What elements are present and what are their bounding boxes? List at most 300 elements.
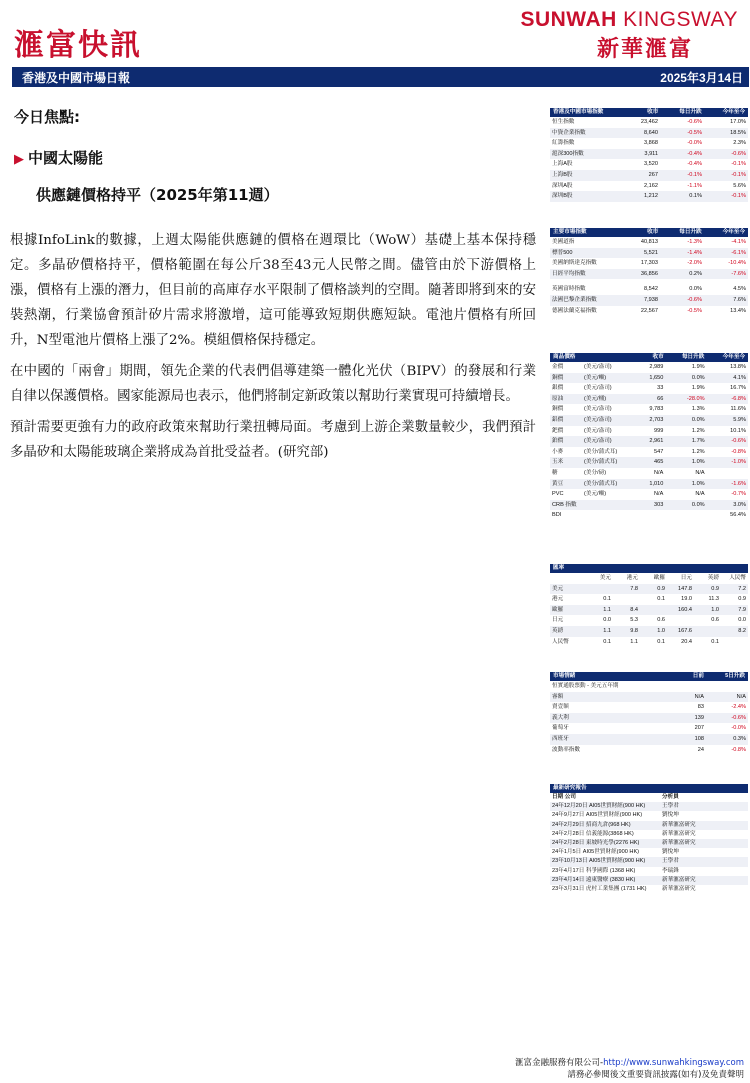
table-cell: 24年2月29日 招商九倉(968 HK) — [552, 821, 631, 828]
table-cell: 1.2% — [691, 448, 705, 455]
table-cell: -4.1% — [731, 239, 746, 245]
footer-company-line — [515, 1057, 744, 1069]
table-cell: 5.6% — [733, 182, 746, 189]
table-row — [550, 811, 748, 820]
commodity-table — [550, 353, 748, 521]
paragraph-3: 預計需要更強有力的政府政策來幫助行業扭轉局面。考慮到上游企業數量較少，我們預計多晶矽和太陽能玻璃企業將成為首批受益者。(研究部) — [10, 420, 536, 460]
header-cell: 匯率 — [553, 565, 565, 571]
research-history-table — [550, 784, 748, 894]
table-cell — [584, 510, 622, 521]
table-cell: 4.1% — [733, 374, 746, 381]
table-cell: 美元 — [552, 585, 564, 592]
article-body — [10, 228, 536, 471]
table-cell: 1.9% — [691, 364, 705, 370]
table-cell: 465 — [653, 459, 664, 466]
table-cell: 5,521 — [644, 249, 658, 256]
table-cell: 207 — [694, 725, 704, 732]
topic-text: 中國太陽能 — [28, 149, 104, 167]
table-cell: (美元/盎司) — [584, 416, 612, 423]
table-cell: 糖 — [552, 469, 558, 476]
table-cell: 睿額 — [552, 693, 564, 700]
table-cell: 標普500 — [552, 249, 573, 256]
table-cell: 中資企業指數 — [552, 129, 586, 136]
table-cell: 3,911 — [644, 150, 658, 157]
table-row — [550, 284, 748, 295]
header-cell: 分析員 — [662, 794, 679, 800]
table-cell: 0.1 — [711, 638, 719, 645]
table-row — [550, 802, 748, 811]
table-row — [550, 362, 748, 373]
table-cell: 2,989 — [649, 364, 664, 370]
table-cell: -0.6% — [731, 438, 746, 445]
table-row — [550, 170, 748, 181]
table-cell: 10.1% — [730, 427, 746, 434]
table-cell: 1.3% — [691, 406, 705, 413]
table-row — [550, 295, 748, 306]
table-cell: 0.0% — [691, 416, 705, 423]
table-cell: -0.4% — [687, 161, 702, 168]
header-cell: 主要市場指數 — [553, 229, 587, 235]
table-cell: -6.1% — [731, 249, 746, 256]
table-cell — [704, 681, 746, 692]
table-cell: 18.5% — [730, 129, 746, 136]
header-cell: 港元 — [626, 575, 638, 581]
header-cell: 今年至今 — [722, 354, 746, 360]
table-cell: BDI — [552, 512, 562, 519]
table-cell: 0.3% — [733, 735, 746, 742]
table-row — [550, 876, 748, 885]
table-cell: -2.0% — [687, 260, 702, 267]
table-cell: -1.1% — [687, 182, 702, 189]
table-cell: 玉米 — [552, 459, 564, 466]
table-row — [550, 637, 748, 648]
table-cell: 22,567 — [640, 307, 658, 314]
table-cell: -0.1% — [731, 171, 746, 178]
table-cell: 1.0 — [657, 627, 665, 634]
topic-heading — [14, 147, 103, 168]
header-cell: 每日升跌 — [681, 354, 705, 360]
table-cell: -28.0% — [686, 395, 705, 402]
table-cell: 24年2月28日 信義能源(3868 HK) — [552, 830, 634, 837]
table-cell: 23年3月31日 虎村工業集團 (1731 HK) — [552, 885, 647, 892]
table-cell: 1.7% — [691, 438, 705, 445]
table-cell: 0.1% — [689, 193, 702, 200]
table-row — [550, 584, 748, 595]
table-cell: 23年10月13日 AI05世貿財經(900 HK) — [552, 858, 646, 865]
table-cell: N/A — [695, 469, 705, 476]
table-cell: (美元/盎司) — [584, 438, 612, 445]
table-cell: -0.1% — [687, 171, 702, 178]
table-row — [550, 181, 748, 192]
table-cell: 0.0% — [691, 501, 705, 508]
header-bar — [12, 67, 749, 87]
header-cell: 日前 — [692, 673, 704, 679]
table-cell — [705, 468, 746, 479]
table-cell: 7.2 — [738, 585, 746, 592]
table-cell: 8.2 — [738, 627, 746, 634]
table-cell: -0.1% — [731, 193, 746, 200]
header-cell: 英鎊 — [707, 575, 719, 581]
table-cell — [584, 500, 622, 511]
header-cell: 今年至今 — [722, 229, 745, 235]
table-row — [550, 793, 748, 802]
table-row — [550, 457, 748, 468]
table-cell: 17.0% — [730, 119, 746, 125]
table-cell: N/A — [694, 693, 704, 700]
logo-english — [508, 8, 738, 32]
table-cell: 葡萄牙 — [552, 725, 569, 732]
header-cell: 5日升跌 — [725, 673, 745, 679]
table-cell: -1.6% — [731, 480, 746, 487]
header-cell: 人民幣 — [729, 575, 746, 581]
table-cell: 23年4月17日 科爭國際 (1368 HK) — [552, 867, 636, 874]
table-cell — [622, 510, 663, 521]
table-cell: 上海B股 — [552, 171, 573, 178]
table-cell: 0.0% — [691, 374, 705, 381]
table-cell: 0.9 — [738, 596, 746, 603]
header-cell: 收市 — [652, 354, 664, 360]
table-cell: 義大利 — [552, 714, 569, 721]
hk-index-table — [550, 108, 748, 202]
table-cell: 新華滙富研究 — [662, 839, 696, 846]
table-cell: 鈀價 — [552, 427, 564, 434]
table-cell: 波動率指數 — [552, 746, 580, 753]
table-cell — [665, 615, 692, 626]
table-cell: 新華滙富研究 — [662, 876, 696, 883]
table-row — [550, 885, 748, 894]
header-cell: 歐羅 — [653, 575, 665, 581]
table-row — [550, 489, 748, 500]
table-cell: -1.0% — [731, 459, 746, 466]
table-cell: 23年4月14日 遠東醫療 (3830 HK) — [552, 876, 636, 883]
table-row — [550, 248, 748, 259]
table-cell: -0.6% — [731, 150, 746, 157]
table-cell: 劉悅坤 — [662, 849, 679, 856]
table-row — [550, 394, 748, 405]
table-cell: -10.4% — [728, 260, 746, 267]
table-cell: 2,703 — [649, 416, 664, 423]
table-cell: 西班牙 — [552, 735, 569, 742]
table-cell: 日元 — [552, 617, 564, 624]
table-cell: 李瑞鋒 — [662, 867, 679, 874]
table-cell: 7.8 — [630, 585, 638, 592]
header-cell: 商品價格 — [553, 354, 576, 360]
paragraph-2: 在中國的「兩會」期間，領先企業的代表們倡導建築一體化光伏（BIPV）的發展和行業自律以保護價格。國家能源局也表示，他們將制定新政策以幫助行業實現可持續增長。 — [10, 364, 536, 404]
table-cell: 9.8 — [630, 627, 638, 634]
table-cell: 金價 — [552, 364, 564, 370]
table-row — [550, 447, 748, 458]
table-cell: 德國法蘭克福指數 — [552, 307, 597, 314]
footer-url-link[interactable]: http://www.sunwahkingsway.com — [603, 1058, 744, 1068]
fx-table — [550, 564, 748, 647]
logo-chinese: 新華滙富 — [596, 36, 693, 62]
header-cell: 市場情緒 — [553, 673, 576, 679]
table-row — [550, 128, 748, 139]
table-cell — [662, 681, 704, 692]
table-cell: -0.6% — [731, 714, 746, 721]
table-cell: (美分/蒲式耳) — [584, 459, 618, 466]
table-row — [550, 468, 748, 479]
table-cell: 24 — [697, 746, 704, 753]
table-cell: 3,520 — [644, 161, 658, 168]
table-cell: N/A — [695, 491, 705, 498]
table-row — [550, 159, 748, 170]
table-cell: 1.1 — [630, 638, 638, 645]
table-row — [550, 702, 748, 713]
table-cell: 139 — [694, 714, 704, 721]
table-row — [550, 681, 748, 692]
table-row — [550, 383, 748, 394]
table-cell: 0.9 — [657, 585, 665, 592]
section-header — [550, 228, 748, 237]
table-cell: (美元/盎司) — [584, 364, 612, 370]
table-cell: 5.3 — [630, 617, 638, 624]
table-cell: 鋁價 — [552, 416, 564, 423]
table-row — [550, 404, 748, 415]
table-cell: 66 — [657, 395, 664, 402]
table-cell: -0.7% — [731, 491, 746, 498]
section-header — [550, 672, 748, 681]
table-row — [550, 713, 748, 724]
table-cell: 167.6 — [678, 627, 692, 634]
table-row — [550, 734, 748, 745]
table-cell: (美元/盎司) — [584, 406, 612, 413]
table-cell: -0.6% — [687, 296, 702, 303]
table-cell: N/A — [736, 693, 746, 700]
table-cell: 11.3 — [708, 596, 719, 603]
table-cell: -0.5% — [687, 307, 702, 314]
table-row — [550, 258, 748, 269]
table-row — [550, 857, 748, 866]
table-cell: 5.9% — [733, 416, 746, 423]
table-cell: 24年2月28日 東坡時光學(2276 HK) — [552, 839, 640, 846]
table-row — [550, 500, 748, 511]
table-cell: 9,783 — [649, 406, 664, 413]
table-cell: 英國富時指數 — [552, 286, 586, 293]
table-cell: 英鎊 — [552, 627, 564, 634]
table-cell: 0.0 — [738, 617, 746, 624]
table-cell: N/A — [654, 491, 664, 498]
table-cell: 547 — [653, 448, 664, 455]
table-cell — [663, 510, 704, 521]
table-cell: (美元/盎司) — [584, 385, 612, 392]
table-row — [550, 723, 748, 734]
table-cell: 56.4% — [730, 512, 746, 519]
table-cell: (美元/噸) — [584, 491, 607, 498]
table-row — [550, 269, 748, 280]
table-cell: 鉑價 — [552, 438, 564, 445]
footer-disclaimer: 請務必參閱後文重要資訊披露(如有)及免責聲明 — [567, 1070, 744, 1080]
table-cell: 23,462 — [640, 119, 658, 125]
sunwah-kingsway-logo — [508, 8, 738, 63]
table-cell: -1.3% — [687, 239, 702, 245]
table-cell: 40,813 — [640, 239, 658, 245]
report-type: 香港及中國市場日報 — [22, 71, 131, 85]
table-cell — [611, 594, 638, 605]
table-cell: 11.6% — [730, 406, 746, 413]
table-cell: -0.5% — [687, 129, 702, 136]
table-cell: 13.8% — [730, 364, 746, 370]
table-cell: 小麥 — [552, 448, 564, 455]
table-row — [550, 138, 748, 149]
table-cell: 銅價 — [552, 406, 564, 413]
footer — [515, 1057, 744, 1081]
table-row — [550, 745, 748, 756]
table-cell: 人民幣 — [552, 638, 569, 645]
table-cell: 1,212 — [644, 193, 658, 200]
table-cell: 160.4 — [678, 606, 692, 613]
table-cell: -0.4% — [687, 150, 702, 157]
header-cell: 今年至今 — [722, 109, 745, 115]
table-row — [550, 373, 748, 384]
table-cell: 17,303 — [640, 260, 658, 267]
table-cell: 8.4 — [630, 606, 638, 613]
table-cell: 999 — [653, 427, 664, 434]
table-cell: 0.1 — [603, 596, 611, 603]
table-cell: 歐羅 — [552, 606, 564, 613]
table-cell: 8,640 — [644, 129, 658, 136]
table-row — [550, 479, 748, 490]
table-cell: 4.5% — [733, 286, 746, 293]
table-cell: 303 — [653, 501, 664, 508]
table-cell: 19.0 — [681, 596, 692, 603]
table-row — [550, 867, 748, 876]
table-row — [550, 191, 748, 202]
table-cell: 1.0% — [691, 480, 705, 487]
table-row — [550, 848, 748, 857]
table-cell: 法國巴黎企業指數 — [552, 296, 597, 303]
table-cell: (美分/蒲式耳) — [584, 480, 618, 487]
table-cell: 1.0 — [711, 606, 719, 613]
table-cell — [638, 605, 665, 616]
table-cell: 劉悅坤 — [662, 812, 679, 819]
table-cell: 16.7% — [730, 385, 746, 392]
header-cell: 美元 — [599, 575, 611, 581]
table-cell: -0.0% — [687, 140, 702, 147]
table-row — [550, 830, 748, 839]
table-cell: 深圳A股 — [552, 182, 573, 189]
table-cell: 7.6% — [733, 296, 746, 303]
table-cell: 1.1 — [603, 627, 611, 634]
table-cell: -0.1% — [731, 161, 746, 168]
table-row — [550, 426, 748, 437]
table-cell: 3,868 — [644, 140, 658, 147]
table-cell: PVC — [552, 491, 564, 498]
table-cell: -6.8% — [731, 395, 746, 402]
header-cell — [552, 573, 584, 584]
table-cell: 24年12月20日 AI05世貿財經(900 HK) — [552, 803, 646, 810]
table-cell: 深圳B股 — [552, 193, 573, 200]
table-cell — [719, 637, 746, 648]
table-cell: (美元/噸) — [584, 374, 607, 381]
table-cell: N/A — [654, 469, 664, 476]
table-cell: 83 — [697, 704, 704, 711]
table-cell: 0.6 — [657, 617, 665, 624]
table-cell — [584, 584, 611, 595]
table-cell: 2,162 — [644, 182, 658, 189]
table-cell: -2.4% — [731, 704, 746, 711]
table-cell: -0.8% — [731, 746, 746, 753]
header-cell: 最新研究報告 — [553, 785, 587, 791]
table-cell: 13.4% — [730, 307, 746, 314]
table-row — [550, 594, 748, 605]
logo-en-bold: SUNWAH — [520, 8, 617, 31]
subtopic-heading: 供應鏈價格持平（2025年第11週） — [36, 186, 279, 204]
table-cell: 147.8 — [678, 585, 692, 592]
table-cell: 恒生指數 — [552, 119, 575, 125]
focus-title: 今日焦點: — [14, 108, 80, 126]
paragraph-1: 根據InfoLink的數據，上週太陽能供應鏈的價格在週環比（WoW）基礎上基本保持穩定。多晶矽價格持平，價格範圍在每公斤38至43元人民幣之間。儘管由於下游價格上漲，價格有上漲的潛力，但目前的高庫存水平限制了價格談判的空間。隨著即將到來的安裝熱潮，行業協會預計矽片需求將激增，這可能導致短期供應短缺。電池片價格有所回升，N型電池片價格上漲了2%。模組價格保持穩定。 — [10, 233, 536, 348]
table-cell: 36,856 — [640, 270, 658, 277]
footer-company: 滙富金融服務有限公司- — [515, 1058, 604, 1068]
table-row — [550, 306, 748, 317]
table-cell: 紅籌指數 — [552, 140, 575, 147]
table-cell: 新華滙富研究 — [662, 830, 696, 837]
table-cell: -0.0% — [731, 725, 746, 732]
table-row — [550, 821, 748, 830]
table-cell: 24年1月5日 AI05世貿財經(900 HK) — [552, 849, 640, 856]
table-cell: (美分/蒲式耳) — [584, 448, 618, 455]
section-header — [550, 353, 748, 362]
table-cell: 267 — [648, 171, 658, 178]
table-cell: 美國納斯達克指數 — [552, 260, 597, 267]
table-cell: (美分/磅) — [584, 469, 607, 476]
table-row — [550, 436, 748, 447]
logo-en-light: KINGSWAY — [623, 8, 738, 31]
table-cell: 原油 — [552, 395, 564, 402]
table-cell: 銀價 — [552, 385, 564, 392]
table-cell: 0.1 — [603, 638, 611, 645]
table-cell: 黃豆 — [552, 480, 564, 487]
table-cell: 24年9月27日 AI05世貿財經(900 HK) — [552, 812, 643, 819]
table-cell: (美元/桶) — [584, 395, 607, 402]
report-date: 2025年3月14日 — [660, 71, 743, 85]
table-cell: 1.1 — [603, 606, 611, 613]
table-cell: 賣壹額 — [552, 704, 569, 711]
table-cell: 1,650 — [649, 374, 664, 381]
table-cell: 0.9 — [711, 585, 719, 592]
table-cell: 0.0% — [689, 286, 702, 293]
table-cell: 1.0% — [691, 459, 705, 466]
table-cell: -0.6% — [687, 119, 702, 125]
table-cell: 20.4 — [681, 638, 692, 645]
table-cell: 滬深300指數 — [552, 150, 584, 157]
header-cell: 收市 — [647, 109, 659, 115]
table-cell: 銅價 — [552, 374, 564, 381]
table-cell: 33 — [657, 385, 664, 392]
table-cell: 日經平均指數 — [552, 270, 586, 277]
table-cell: (美元/盎司) — [584, 427, 612, 434]
table-cell: 王學君 — [662, 858, 679, 865]
table-cell: 新華滙富研究 — [662, 821, 696, 828]
table-cell: 0.6 — [711, 617, 719, 624]
section-header — [550, 564, 748, 573]
table-cell: 王學君 — [662, 803, 679, 810]
table-cell: 美國道指 — [552, 239, 575, 245]
table-row — [550, 415, 748, 426]
table-row — [550, 839, 748, 848]
table-row — [550, 117, 748, 128]
table-cell: -0.8% — [731, 448, 746, 455]
table-row — [550, 573, 748, 584]
table-row — [550, 510, 748, 521]
table-cell: 2,961 — [649, 438, 664, 445]
table-cell: 0.1 — [657, 596, 665, 603]
table-cell — [692, 626, 719, 637]
header-cell: 每日升跌 — [679, 229, 702, 235]
table-cell: 3.0% — [733, 501, 746, 508]
section-header — [550, 108, 748, 117]
